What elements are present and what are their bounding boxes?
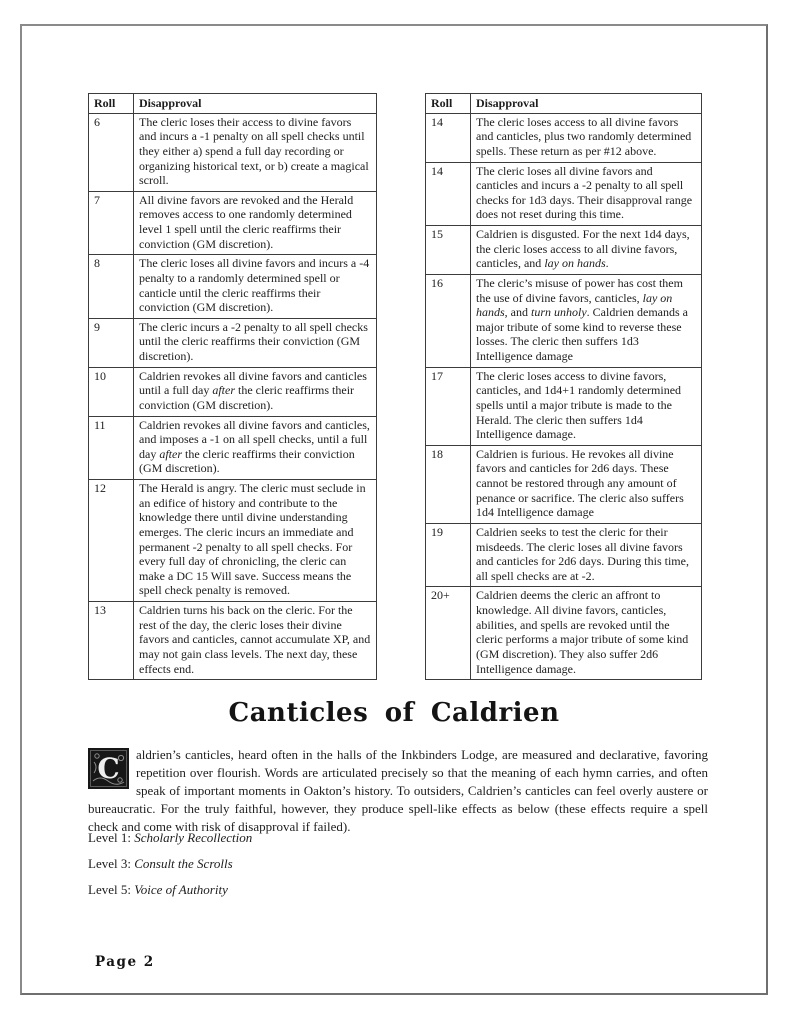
table-row	[89, 191, 377, 255]
drop-cap-letter: C	[97, 752, 120, 785]
roll-cell: 7	[89, 191, 134, 255]
disapproval-cell: The Herald is angry. The cleric must seclude in an edifice of history and contribute to the knowledge there until divine understanding emerges. The cleric incurs an immediate and permanent -2 penalty to all spell checks. For every full day of chronicling, the cleric can make a DC 15 Will save. Success means the spell check penalty is removed.	[134, 480, 377, 602]
roll-cell: 12	[89, 480, 134, 602]
table-row	[426, 226, 702, 275]
roll-cell: 13	[89, 602, 134, 680]
disapproval-header-right: Disapproval	[471, 94, 702, 114]
disapproval-cell: Caldrien is disgusted. For the next 1d4 days, the cleric loses access to all divine favors, canticles, and lay on hands.	[471, 226, 702, 275]
roll-cell: 8	[89, 255, 134, 319]
roll-cell: 16	[426, 274, 471, 367]
page-number: Page 2	[95, 954, 155, 970]
roll-cell: 20+	[426, 587, 471, 680]
disapproval-cell: All divine favors are revoked and the Herald removes access to one randomly determined level 1 spell until the cleric reaffirms their conviction (GM discretion).	[134, 191, 377, 255]
table-row	[426, 274, 702, 367]
disapproval-table-right	[425, 93, 702, 680]
table-header-row	[89, 94, 377, 114]
roll-cell: 14	[426, 162, 471, 226]
disapproval-cell: The cleric incurs a -2 penalty to all spell checks until the cleric reaffirms their conviction (GM discretion).	[134, 318, 377, 367]
disapproval-cell: Caldrien seeks to test the cleric for their misdeeds. The cleric loses all divine favors and canticles for 2d6 days. During this time, all spell checks are at -2.	[471, 523, 702, 587]
disapproval-cell: The cleric loses all divine favors and canticles and incurs a -2 penalty to all spell checks for 1d3 days. Their disapproval range does not reset during this time.	[471, 162, 702, 226]
level-name: Voice of Authority	[134, 882, 228, 897]
disapproval-header-left: Disapproval	[134, 94, 377, 114]
illuminated-initial-icon	[88, 748, 129, 789]
roll-header-left: Roll	[89, 94, 134, 114]
roll-cell: 10	[89, 367, 134, 416]
table-row	[426, 445, 702, 523]
disapproval-cell: The cleric loses their access to divine favors and incurs a -1 penalty on all spell checks until they either a) spend a full day recording or organizing historical text, or b) create a magical scroll.	[134, 113, 377, 191]
document-page	[20, 24, 768, 995]
disapproval-cell: Caldrien revokes all divine favors and canticles until a full day after the cleric reaffirms their conviction (GM discretion).	[134, 367, 377, 416]
disapproval-cell: The cleric loses all divine favors and incurs a -4 penalty to a randomly determined spell or canticle until the cleric reaffirms their conviction (GM discretion).	[134, 255, 377, 319]
level-label: Level 3:	[88, 856, 131, 871]
roll-cell: 6	[89, 113, 134, 191]
table-row	[89, 480, 377, 602]
disapproval-table-left	[88, 93, 377, 680]
disapproval-cell: Caldrien is furious. He revokes all divine favors and canticles for 2d6 days. These cannot be restored through any amount of penance or sacrifice. The cleric also suffers 1d4 Intelligence damage	[471, 445, 702, 523]
table-row	[89, 318, 377, 367]
level-line-5	[88, 882, 228, 898]
intro-text: aldrien’s canticles, heard often in the halls of the Inkbinders Lodge, are measured and declarative, favoring repetition over flourish. Words are articulated precisely so that the meaning of each hymn carries, and often speak of important moments in Oakton’s history. To outsiders, Caldrien’s canticles can feel overly austere or bureaucratic. For the truly faithful, however, they produce spell-like effects as below (these effects require a spell check and come with risk of disapproval if failed).	[88, 747, 708, 834]
table-header-row	[426, 94, 702, 114]
disapproval-cell: The cleric’s misuse of power has cost them the use of divine favors, canticles, lay on hands, and turn unholy. Caldrien demands a major tribute of some kind to reverse these losses. The cleric then suffers 1d3 Intelligence damage	[471, 274, 702, 367]
roll-cell: 9	[89, 318, 134, 367]
level-label: Level 5:	[88, 882, 131, 897]
roll-cell: 18	[426, 445, 471, 523]
table-row	[426, 523, 702, 587]
roll-cell: 14	[426, 113, 471, 162]
disapproval-cell: Caldrien turns his back on the cleric. For the rest of the day, the cleric loses their divine favors and canticles, cannot accumulate XP, and may not gain class levels. The next day, these effects end.	[134, 602, 377, 680]
table-body-left	[89, 113, 377, 680]
intro-paragraph	[88, 746, 708, 836]
table-body-right	[426, 113, 702, 680]
disapproval-cell: Caldrien deems the cleric an affront to knowledge. All divine favors, canticles, abilities, and spells are revoked until the cleric performs a major tribute of some kind (GM discretion). They also suffer 2d6 Intelligence damage.	[471, 587, 702, 680]
level-name: Consult the Scrolls	[134, 856, 233, 871]
roll-header-right: Roll	[426, 94, 471, 114]
level-line-1	[88, 830, 252, 846]
table-row	[89, 367, 377, 416]
section-title: Canticles of Caldrien	[228, 698, 560, 728]
table-row	[426, 587, 702, 680]
roll-cell: 11	[89, 416, 134, 480]
disapproval-tables	[88, 93, 702, 680]
table-row	[89, 602, 377, 680]
table-row	[89, 113, 377, 191]
level-name: Scholarly Recollection	[134, 830, 253, 845]
table-row	[89, 416, 377, 480]
table-row	[426, 367, 702, 445]
roll-cell: 19	[426, 523, 471, 587]
table-row	[426, 113, 702, 162]
disapproval-cell: Caldrien revokes all divine favors and canticles, and imposes a -1 on all spell checks, until a full day after the cleric reaffirms their conviction (GM discretion).	[134, 416, 377, 480]
disapproval-cell: The cleric loses access to divine favors, canticles, and 1d4+1 randomly determined spells until a major tribute is made to the Herald. The cleric then suffers 1d4 Intelligence damage.	[471, 367, 702, 445]
table-row	[89, 255, 377, 319]
roll-cell: 15	[426, 226, 471, 275]
roll-cell: 17	[426, 367, 471, 445]
level-label: Level 1:	[88, 830, 131, 845]
disapproval-cell: The cleric loses access to all divine favors and canticles, plus two randomly determined spells. These return as per #12 above.	[471, 113, 702, 162]
table-row	[426, 162, 702, 226]
level-line-3	[88, 856, 233, 872]
